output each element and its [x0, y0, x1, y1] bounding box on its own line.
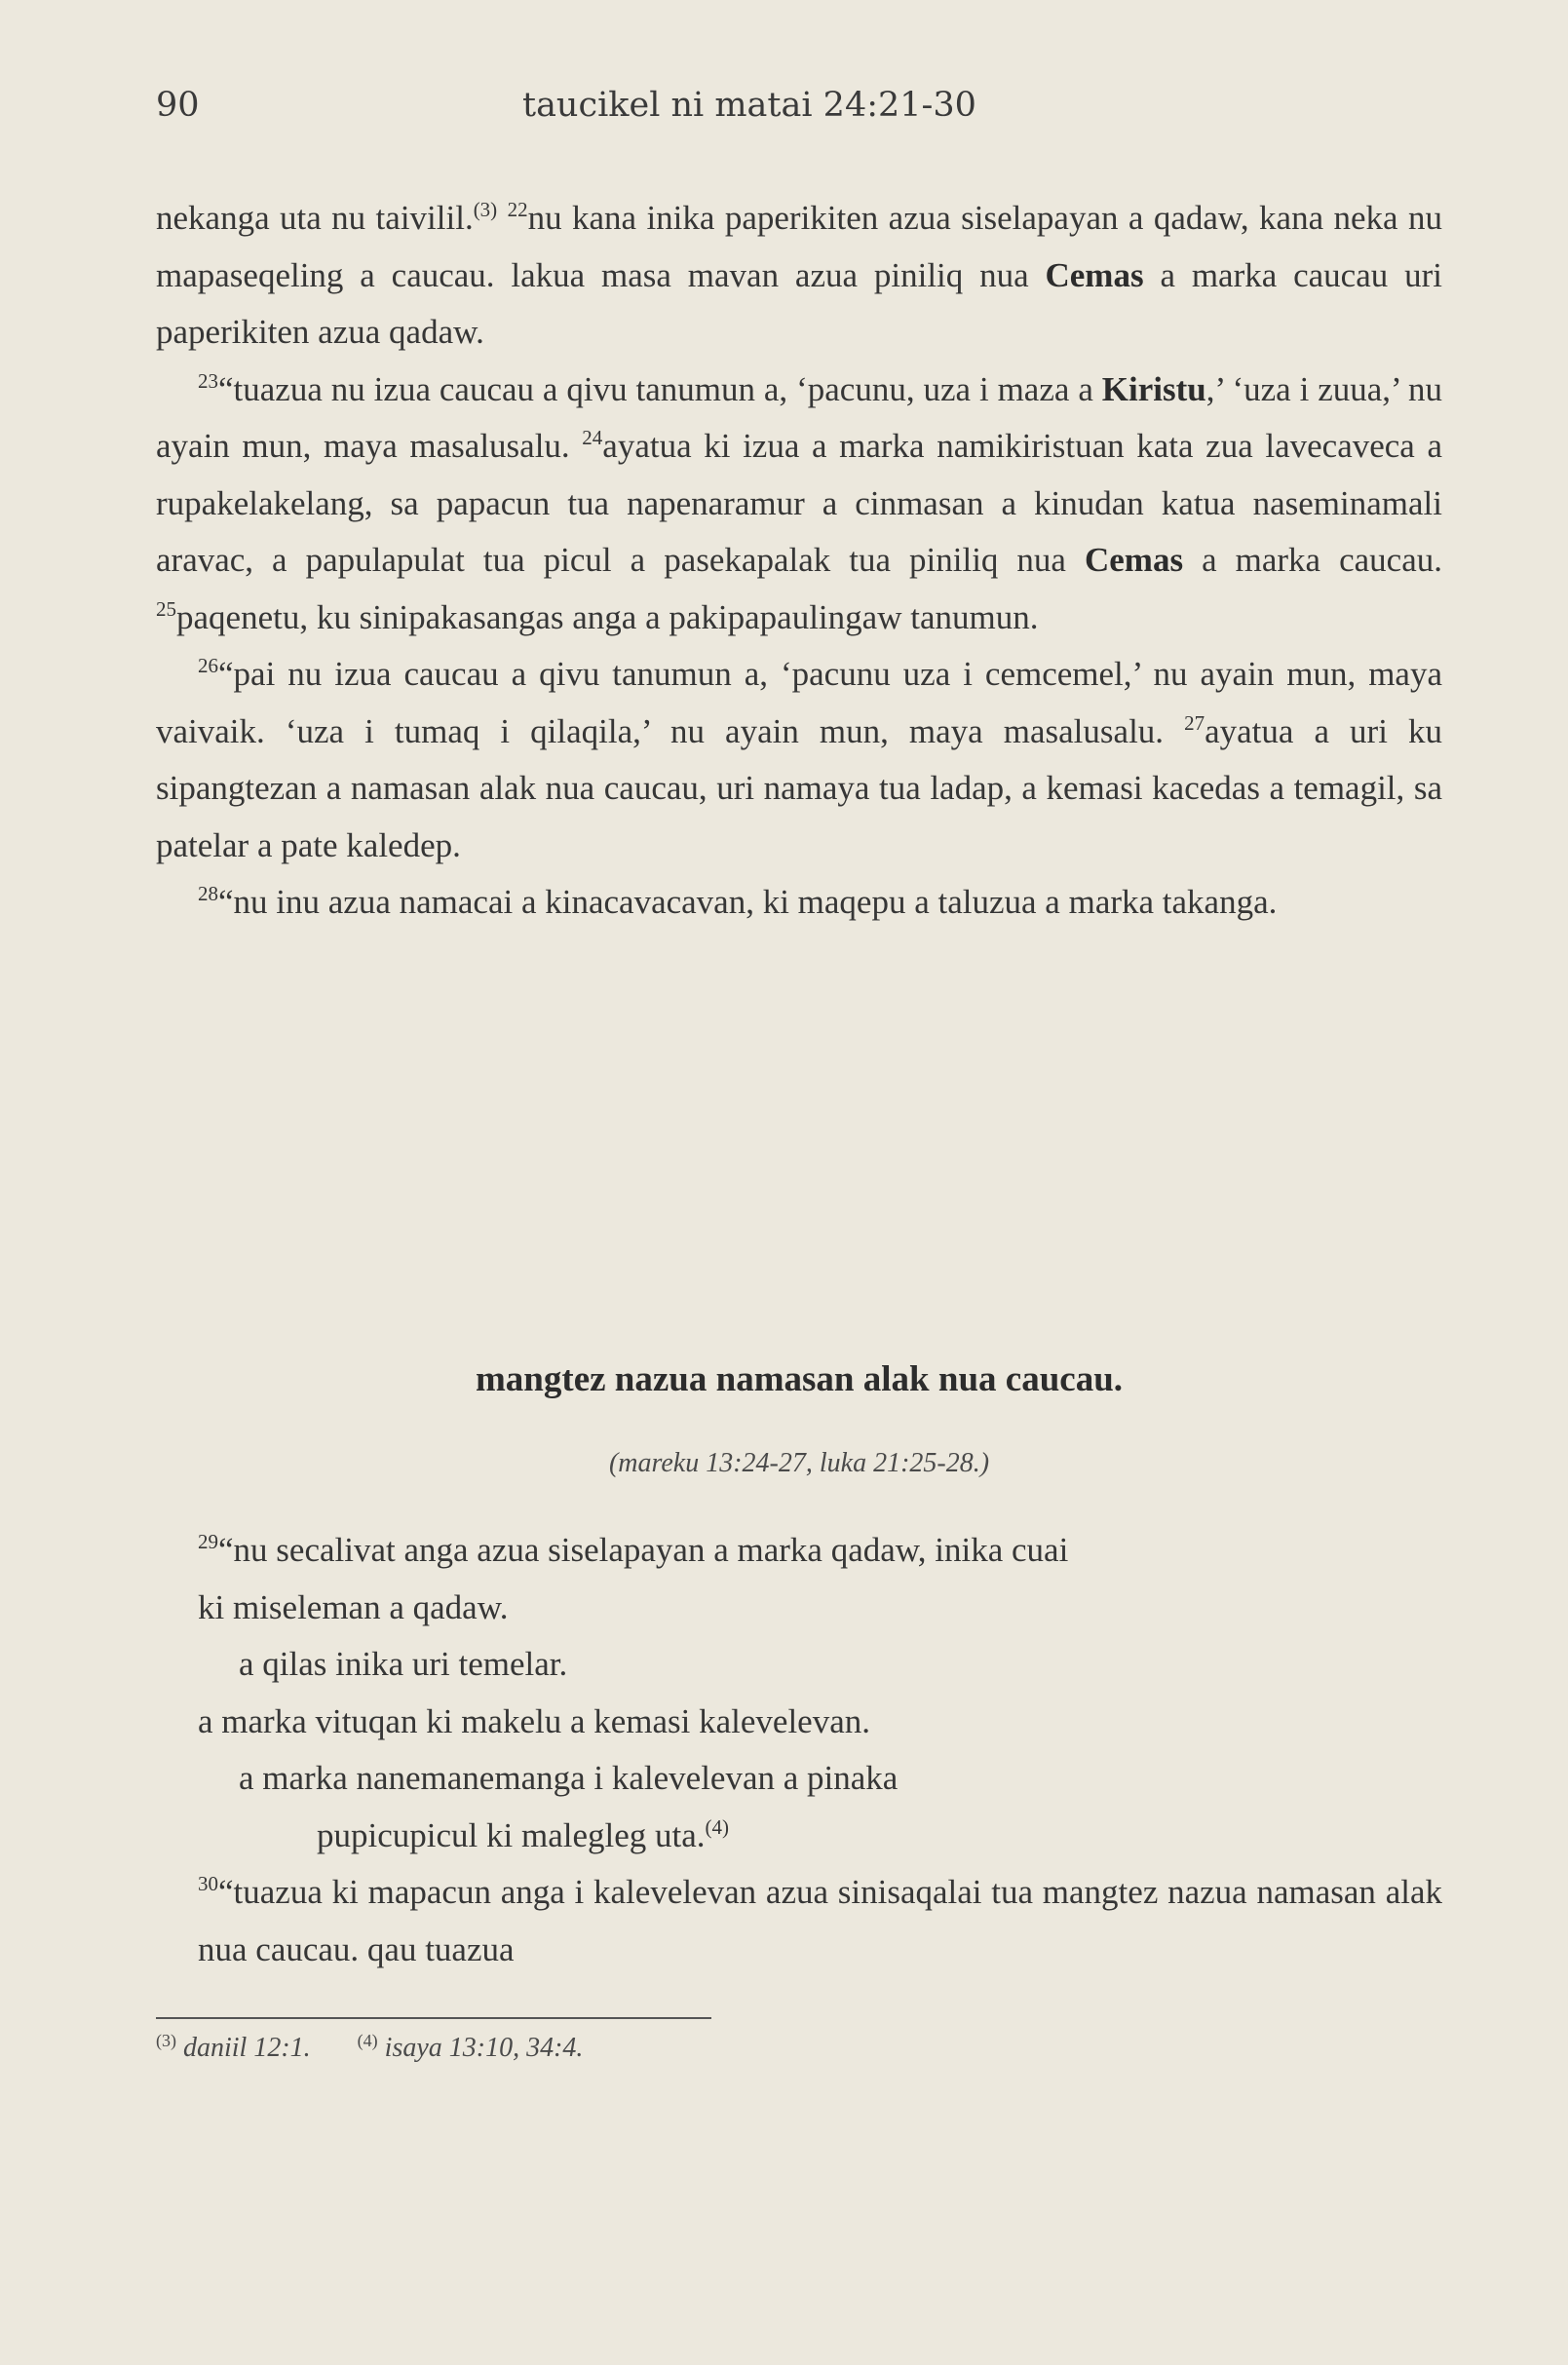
text-run: ayatua a uri ku sipangtezan a namasan alak nua caucau, uri namaya tua ladap, a kemasi kacedas a temagil, sa patelar a pate kaledep.	[156, 711, 1442, 864]
poetry-line: a marka vituqan ki makelu a kemasi kalevelevan.	[198, 1701, 871, 1740]
verse-number-28: 28	[198, 882, 218, 905]
text-run: pupicupicul ki malegleg uta.	[317, 1815, 706, 1854]
paragraph-30	[156, 1864, 1442, 1978]
footnotes	[156, 2033, 1442, 2064]
poetry-line	[156, 1808, 1442, 1865]
bold-word-cemas: Cemas	[1084, 541, 1184, 579]
verse-number-23: 23	[198, 368, 218, 393]
paragraph-21	[156, 190, 1442, 362]
page-header	[156, 86, 1412, 144]
text-run: nekanga uta nu taivilil.	[156, 199, 474, 237]
verse-number-25: 25	[156, 596, 176, 621]
text-run: ayatua ki izua a marka namikiristuan kata zua lavecaveca a rupakelakelang, sa papacun tua napenaramur a cinmasan a kinudan katua naseminamali aravac, a papulapulat tua picul a pasekapalak tua piniliq nua	[156, 427, 1442, 579]
footnote-3: daniil 12:1.	[183, 2033, 311, 2063]
running-title: taucikel ni matai 24:21-30	[522, 86, 976, 125]
paragraph-26	[156, 646, 1442, 874]
verse-number-26: 26	[198, 654, 218, 677]
footnote-marker-4: (4)	[357, 2031, 378, 2050]
footnote-ref-4: (4)	[705, 1814, 730, 1839]
footnote-separator	[156, 2017, 711, 2019]
text-run: ,’ ‘uza i zuua,’ nu ayain mun, maya masalusalu.	[156, 369, 1443, 465]
text-run: “tuazua ki mapacun anga i kalevelevan azua sinisaqalai tua mangtez nazua namasan alak nua caucau. qau tuazua	[198, 1873, 1442, 1968]
paragraph-23	[156, 362, 1442, 647]
poetry-line: ki miseleman a qadaw.	[198, 1587, 509, 1626]
text-run: “pai nu izua caucau a qivu tanumun a, ‘pacunu uza i cemcemel,’ nu ayain mun, maya vaivaik. ‘uza i tumaq i qilaqila,’ nu ayain mun, maya masalusalu.	[156, 655, 1442, 750]
verse-number-27: 27	[1184, 710, 1205, 735]
text-run: nu kana inika paperikiten azua siselapayan a qadaw, kana neka nu mapaseqeling a caucau. lakua masa mavan azua piniliq nua	[156, 199, 1442, 294]
cross-reference: (mareku 13:24-27, luka 21:25-28.)	[608, 1448, 990, 1478]
body-text	[156, 190, 1442, 932]
footnote-marker-3: (3)	[156, 2031, 176, 2050]
footnote-4: isaya 13:10, 34:4.	[384, 2033, 584, 2063]
text-run: a marka caucau.	[1183, 541, 1442, 579]
section-heading: mangtez nazua namasan alak nua caucau.	[475, 1359, 1124, 1399]
footnote-ref-3: (3)	[473, 198, 498, 221]
verse-number-29: 29	[198, 1530, 218, 1553]
verse-number-30: 30	[198, 1872, 218, 1895]
poetry-line	[156, 1522, 1442, 1580]
verse-number-24: 24	[582, 426, 603, 449]
text-run: paqenetu, ku sinipakasangas anga a pakipapaulingaw tanumun.	[176, 597, 1039, 636]
text-run: a marka caucau uri paperikiten azua qadaw.	[156, 255, 1442, 351]
poetry-line: a qilas inika uri temelar.	[239, 1645, 568, 1683]
bold-word-cemas: Cemas	[1045, 255, 1144, 294]
paragraph-28	[156, 874, 1442, 932]
text-run: “tuazua nu izua caucau a qivu tanumun a, ‘pacunu, uza i maza a	[218, 369, 1102, 408]
text-run: “nu secalivat anga azua siselapayan a marka qadaw, inika cuai	[218, 1531, 1069, 1569]
poetry-block	[156, 1522, 1442, 1978]
text-run: “nu inu azua namacai a kinacavacavan, ki maqepu a taluzua a marka takanga.	[218, 883, 1278, 921]
poetry-line: a marka nanemanemanga i kalevelevan a pinaka	[239, 1759, 899, 1797]
verse-number-22: 22	[507, 198, 528, 221]
bold-word-kiristu: Kiristu	[1101, 369, 1206, 408]
page-number: 90	[156, 86, 200, 125]
